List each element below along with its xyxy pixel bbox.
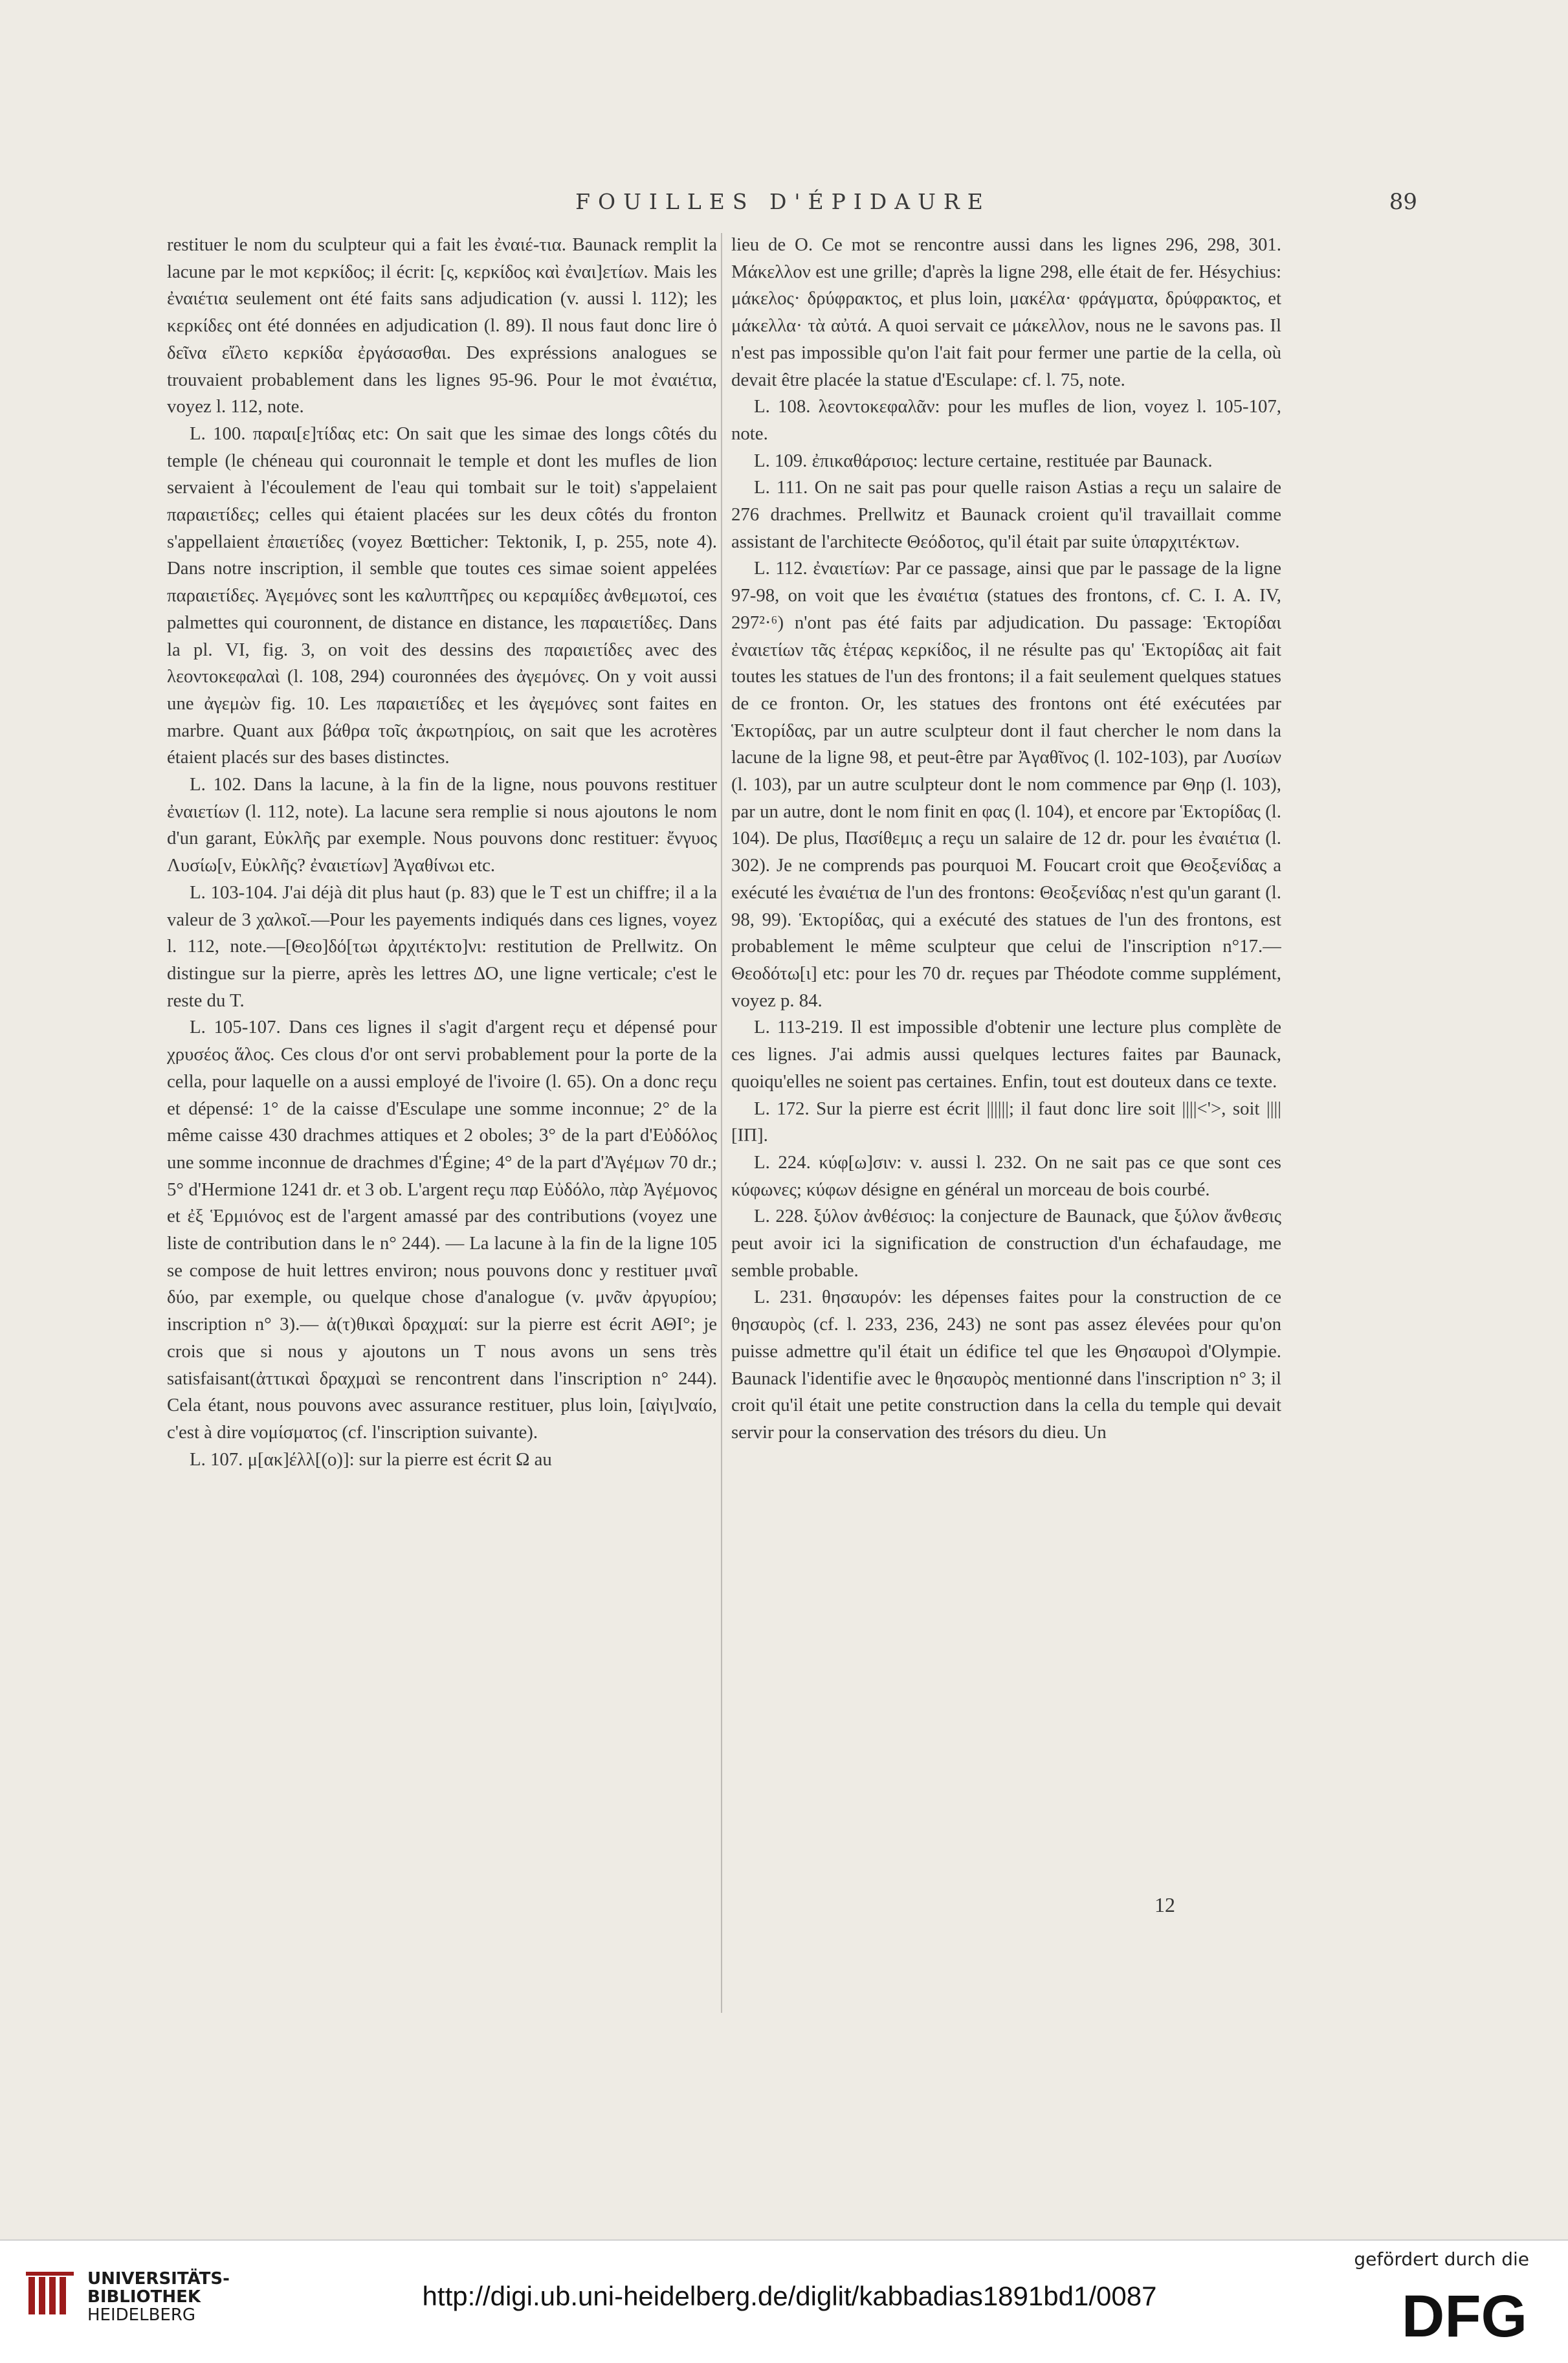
- paragraph: L. 109. ἐπικαθάρσιος: lecture certaine, restituée par Baunack.: [754, 450, 1213, 471]
- signature-mark: 12: [1154, 1893, 1175, 1916]
- library-name-line3: HEIDELBERG: [87, 2305, 196, 2325]
- paragraph: L. 111. On ne sait pas pour quelle raison Astias a reçu un salaire de 276 drachmes. Prellwitz et Baunack croient qu'il travaillait comme assistant de l'architecte Θεόδοτος, qu'il était par suite ὑπαρχιτέκτων.: [731, 477, 1281, 552]
- paragraph: L. 105-107. Dans ces lignes il s'agit d'argent reçu et dépensé pour χρυσέος ἅλος. Ces clous d'or ont servi probablement pour la porte de la cella, pour laquelle on a aussi employé de l'ivoire (l. 65). On a donc reçu et dépensé: 1° de la caisse d'Esculape une somme inconnue; 2° de la même caisse 430 drachmes attiques et 2 oboles; 3° de la part d'Εὐδόλος une somme inconnue de drachmes d'Égine; 4° de la part d'Ἀγέμων 70 dr.; 5° d'Hermione 1241 dr. et 3 ob. L'argent reçu παρ Εὐδόλο, πὰρ Ἀγέμονος et ἐξ Ἑρμιόνος est de l'argent amassé par des contributions (voyez une liste de contribution dans le n° 244). — La lacune à la fin de la ligne 105 se compose de huit lettres environ; nous pouvons donc y restituer μναῖ δύο, par exemple, ou quelque chose d'analogue (v. μνᾶν ἀργυρίου; inscription n° 3).— ἀ(τ)θικαὶ δραχμαί: sur la pierre est écrit ΑΘΙ°; je crois que si nous y ajoutons un T nous avons un sens très satisfaisant(ἀττικαὶ δραχμαὶ se rencontrent dans l'inscription n° 244). Cela étant, nous pouvons avec assurance restituer, plus loin, [αἰγι]ναίο, c'est à dire νομίσματος (cf. l'inscription suivante).: [167, 1017, 717, 1443]
- running-head: [123, 189, 1443, 221]
- right-column: [731, 232, 1281, 2005]
- paragraph: L. 102. Dans la lacune, à la fin de la ligne, nous pouvons restituer ἐναιετίων (l. 112, note). La lacune sera remplie si nous ajoutons le nom d'un garant, Εὐκλῆς par exemple. Nous pouvons donc restituer: ἔνγυος Λυσίω[ν, Εὐκλῆς? ἐναιετίων] Ἀγαθίνωι etc.: [167, 774, 717, 876]
- paragraph: L. 100. παραι[ε]τίδας etc: On sait que les simae des longs côtés du temple (le chéneau qui couronnait le temple et dont les mufles de lion servaient à l'écoulement de l'eau qui tombait sur le toit) s'appelaient παραιετίδες; celles qui étaient placées sur les deux côtés du fronton s'appellaient ἐπαιετίδες (voyez Bœtticher: Tektonik, I, p. 255, note 4). Dans notre inscription, il semble que toutes ces simae soient appelées παραιετίδες. Ἀγεμόνες sont les καλυπτῆρες ou κεραμίδες ἀνθεμωτοί, ces palmettes qui couronnent, de distance en distance, les παραιετίδες. Dans la pl. VI, fig. 3, on voit des dessins des παραιετίδες avec des λεοντοκεφαλαὶ (l. 108, 294) couronnées des ἀγεμόνες. On y voit aussi une ἀγεμὼν fig. 10. Les παραιετίδες et les ἀγεμόνες sont faites en marbre. Quant aux βάθρα τοῖς ἀκρωτηρίοις, on sait que les acrotères étaient placés sur des bases distinctes.: [167, 423, 717, 768]
- paragraph: L. 108. λεοντοκεφαλᾶν: pour les mufles de lion, voyez l. 105-107, note.: [731, 396, 1281, 444]
- paragraph: L. 224. κύφ[ω]σιν: v. aussi l. 232. On ne sait pas ce que sont ces κύφωνες; κύφων désigne en général un morceau de bois courbé.: [731, 1151, 1281, 1200]
- column-divider: [721, 233, 722, 2013]
- paragraph: L. 172. Sur la pierre est écrit ||||||; il faut donc lire soit ||||<'>, soit |||| [ΙΠ].: [731, 1098, 1281, 1146]
- library-name: [87, 2270, 230, 2324]
- page-number: 89: [1389, 189, 1417, 215]
- paragraph: restituer le nom du sculpteur qui a fait les ἐναιέ-τια. Baunack remplit la lacune par le mot κερκίδος; il écrit: [ς, κερκίδος καὶ ἐναι]ετίων. Mais les ἐναιέτια seulement ont été faits sans adjudication (v. aussi l. 112); les κερκίδες ont été données en adjudication (l. 89). Il nous faut donc lire ὁ δεῖνα εἴλετο κερκίδα ἐργάσασθαι. Des expréssions analogues se trouvaient probablement dans les lignes 95-96. Pour le mot ἐναιέτια, voyez l. 112, note.: [167, 234, 717, 417]
- left-column: [167, 232, 717, 2005]
- library-name-line1: UNIVERSITÄTS-: [87, 2269, 230, 2289]
- paragraph: L. 113-219. Il est impossible d'obtenir une lecture plus complète de ces lignes. J'ai admis aussi quelques lectures faites par Baunack, quoiqu'elles ne soient pas certaines. Enfin, tout est douteux dans ce texte.: [731, 1017, 1281, 1092]
- paragraph: L. 112. ἐναιετίων: Par ce passage, ainsi que par le passage de la ligne 97-98, on voit que les ἐναιέτια (statues des frontons, cf. C. I. A. IV, 297²·⁶) n'ont pas été faits par adjudication. Du passage: Ἑκτορίδαι ἐναιετίων τᾶς ἑτέρας κερκίδος, il ne résulte pas qu' Ἑκτορίδας ait fait toutes les statues de l'un des frontons; il a fait seulement quelques statues de ce fronton. Or, les statues des frontons ont été exécutées par Ἑκτορίδας, par un autre sculpteur dont il faut chercher le nom dans la lacune de la ligne 98, et peut-être par Ἀγαθῖνος (l. 102-103), par Λυσίων (l. 103), par un autre sculpteur dont le nom commence par Θηρ (l. 103), par un autre, dont le nom finit en φας (l. 104), et encore par Ἑκτορίδας (l. 104). De plus, Πασίθεμις a reçu un salaire de 12 dr. pour les ἐναιέτια (l. 302). Je ne comprends pas pourquoi M. Foucart croit que Θεοξενίδας a exécuté les ἐναιέτια de l'un des frontons: Θεοξενίδας n'est qu'un garant (l. 98, 99). Ἑκτορίδας, qui a exécuté des statues de l'un des frontons, est probablement le même sculpteur que celui de l'inscription n°17.—Θεοδότω[ι] etc: pour les 70 dr. reçues par Théodote comme supplément, voyez p. 84.: [731, 558, 1281, 1011]
- funded-by-label: gefördert durch die: [1354, 2248, 1529, 2270]
- paragraph: L. 231. θησαυρόν: les dépenses faites pour la construction de ce θησαυρὸς (cf. l. 233, 236, 243) ne sont pas assez élevées pour qu'on puisse admettre qu'il était un édifice tel que les Θησαυροὶ d'Olympie. Baunack l'identifie avec le θησαυρὸς mentionné dans l'inscription n° 3; il croit qu'il était une petite construction dans la cella du temple qui devait servir pour la conservation des trésors du dieu. Un: [731, 1287, 1281, 1443]
- paragraph: L. 107. μ[ακ]έλλ[(ο)]: sur la pierre est écrit Ω au: [190, 1448, 552, 1470]
- dfg-logo-text: DFG: [1401, 2283, 1528, 2348]
- dfg-logo-icon: [1400, 2283, 1529, 2348]
- paragraph: L. 103-104. J'ai déjà dit plus haut (p. 83) que le T est un chiffre; il a la valeur de 3 χαλκοῖ.—Pour les payements indiqués dans ces lignes, voyez l. 112, note.—[Θεο]δό[τωι ἀρχιτέκτο]νι: restitution de Prellwitz. On distingue sur la pierre, après les lettres ΔΟ, une ligne verticale; c'est le reste du T.: [167, 882, 717, 1011]
- page-title: FOUILLES D'ÉPIDAURE: [575, 189, 991, 214]
- permalink-url[interactable]: http://digi.ub.uni-heidelberg.de/diglit/kabbadias1891bd1/0087: [422, 2281, 1157, 2311]
- paragraph: lieu de O. Ce mot se rencontre aussi dans les lignes 296, 298, 301. Μάκελλον est une grille; d'après la ligne 298, elle était de fer. Hésychius: μάκελος· δρύφρακτος, et plus loin, μακέλα· φράγματα, δρύφρακτος, et μάκελλα· τὰ αὐτά. A quoi servait ce μάκελλον, nous ne le savons pas. Il n'est pas impossible qu'on l'ait fait pour fermer une partie de la cella, où devait être placée la statue d'Esculape: cf. l. 75, note.: [731, 234, 1281, 390]
- library-name-line2: BIBLIOTHEK: [87, 2287, 201, 2307]
- paragraph: L. 228. ξύλον ἀνθέσιος: la conjecture de Baunack, que ξύλον ἄνθεσις peut avoir ici la signification de construction d'un échafaudage, me semble probable.: [731, 1206, 1281, 1281]
- university-library-logo-icon: [26, 2272, 74, 2320]
- footer-bar: [0, 2239, 1568, 2363]
